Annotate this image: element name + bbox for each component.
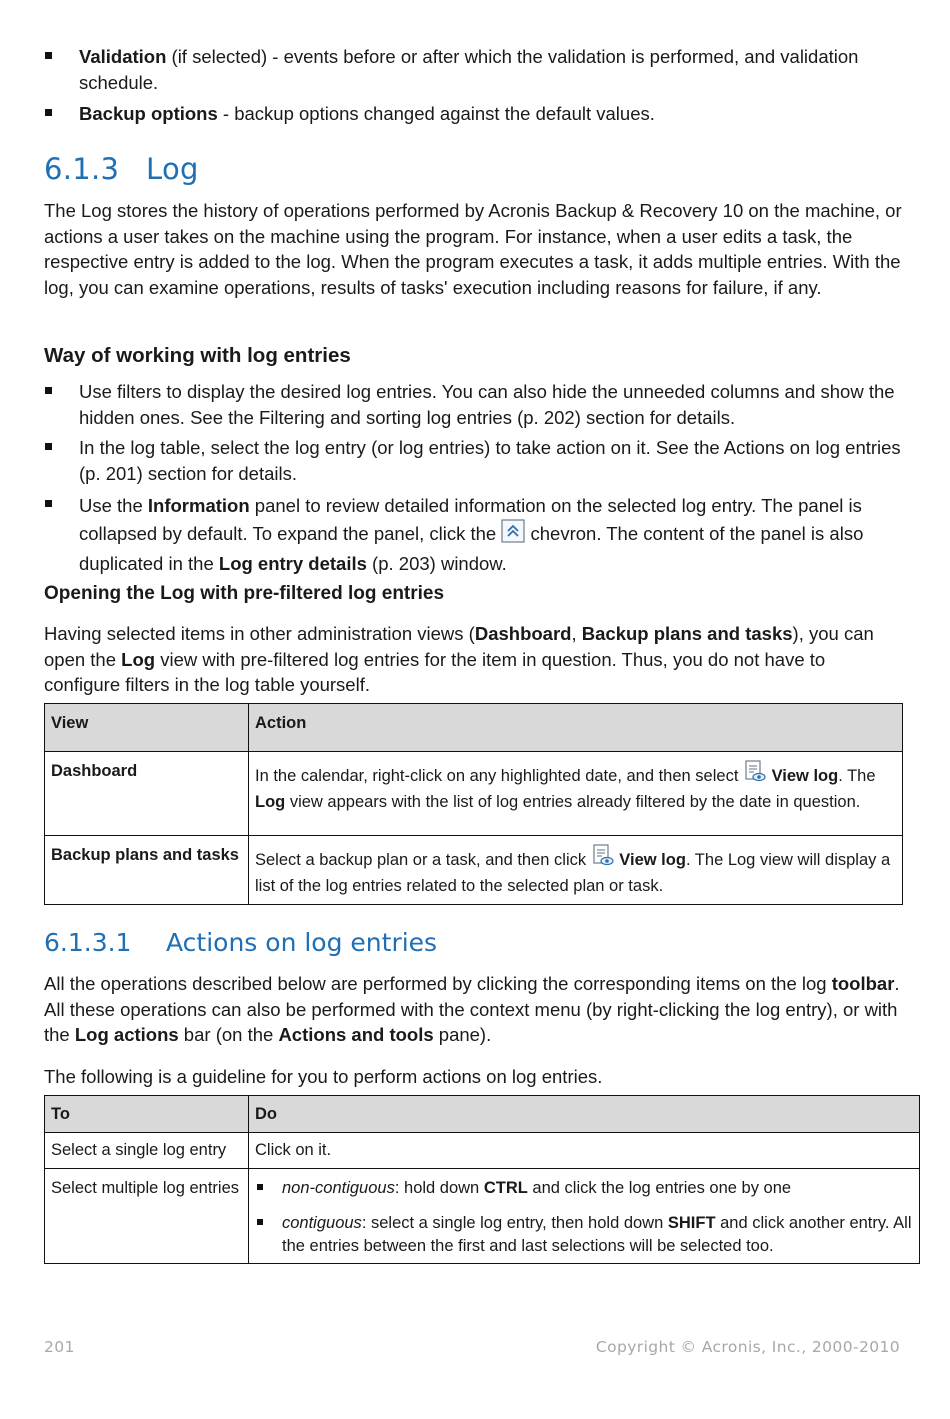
validation-term: Validation (79, 46, 167, 67)
log-intro-paragraph: The Log stores the history of operations performed by Acronis Backup & Recovery 10 on the machine, or actions a user takes on the machine using the program. For instance, when a user edits a task, the respective entry is added to the log. When the program executes a task, it adds multiple entries. With the log, you can examine operations, results of tasks' execution including reasons for failure, if any. (44, 200, 902, 298)
backup-options-term: Backup options (79, 103, 218, 124)
validation-bullet (44, 44, 929, 95)
information-panel-bullet: Use the Information panel to review detailed information on the selected log entry. The panel is collapsed by default. To expand the panel, click the chevron. The content of the panel is also duplicated in the Log entry details (p. 203) window. (44, 492, 929, 577)
table-row (45, 1133, 920, 1169)
do-cell-single: Click on it. (249, 1133, 920, 1169)
log-entry-details-term: Log entry details (218, 553, 367, 574)
expand-chevron-icon (501, 519, 525, 550)
list-item: non-contiguous: hold down CTRL and click the log entries one by one (255, 1177, 913, 1200)
actions-paragraph: All the operations described below are performed by clicking the corresponding items on the log toolbar. All these operations can also be performed with the context menu (by right-clicking the log entry), or with the Log actions bar (on the Actions and tools pane). (44, 973, 900, 1045)
column-header-to: To (45, 1096, 249, 1133)
guideline-paragraph: The following is a guideline for you to perform actions on log entries. (44, 1066, 603, 1087)
section-title: Actions on log entries (166, 928, 438, 957)
to-do-table (44, 1095, 920, 1264)
section-heading-log (44, 152, 199, 186)
to-cell-multiple: Select multiple log entries (45, 1169, 249, 1264)
table-row (45, 752, 903, 836)
column-header-do: Do (249, 1096, 920, 1133)
validation-text: (if selected) - events before or after which the validation is performed, and validation schedule. (79, 46, 859, 93)
way-of-working-heading: Way of working with log entries (44, 344, 351, 367)
section-title: Log (146, 152, 199, 186)
section-number: 6.1.3.1 (44, 928, 132, 957)
table-header-row (45, 704, 903, 752)
section-heading-actions (44, 928, 437, 957)
page-number: 201 (44, 1338, 75, 1356)
column-header-view: View (45, 704, 249, 752)
table-header-row (45, 1096, 920, 1133)
column-header-action: Action (249, 704, 903, 752)
prefiltered-paragraph: Having selected items in other administration views (Dashboard, Backup plans and tasks), you can open the Log view with pre-filtered log entries for the item in question. Thus, you do not have to configure filters in the log table yourself. (44, 623, 874, 695)
view-log-icon (591, 844, 615, 875)
do-cell-multiple (249, 1169, 920, 1264)
view-action-table (44, 703, 903, 905)
action-cell-dashboard: In the calendar, right-click on any highlighted date, and then select View log. The Log view appears with the list of log entries already filtered by the date in question. (249, 752, 903, 836)
action-cell-backup-plans: Select a backup plan or a task, and then click View log. The Log view will display a list of the log entries related to the selected plan or task. (249, 836, 903, 905)
copyright-text: Copyright © Acronis, Inc., 2000-2010 (595, 1338, 900, 1356)
select-entry-bullet: In the log table, select the log entry (or log entries) to take action on it. See the Actions on log entries (p. 201) section for details. (44, 435, 924, 486)
table-row (45, 1169, 920, 1264)
view-cell-dashboard: Dashboard (45, 752, 249, 836)
view-cell-backup-plans: Backup plans and tasks (45, 836, 249, 905)
list-item: contiguous: select a single log entry, then hold down SHIFT and click another entry. All the entries between the first and last selections will be selected too. (255, 1212, 913, 1258)
view-log-icon (743, 760, 767, 791)
table-row (45, 836, 903, 905)
section-number: 6.1.3 (44, 152, 120, 186)
prefiltered-heading: Opening the Log with pre-filtered log entries (44, 583, 445, 604)
backup-options-bullet (44, 101, 929, 127)
information-term: Information (147, 495, 250, 516)
filters-bullet: Use filters to display the desired log entries. You can also hide the unneeded columns and show the hidden ones. See the Filtering and sorting log entries (p. 202) section for details. (44, 379, 924, 430)
to-cell-single: Select a single log entry (45, 1133, 249, 1169)
backup-options-text: - backup options changed against the default values. (217, 103, 655, 124)
